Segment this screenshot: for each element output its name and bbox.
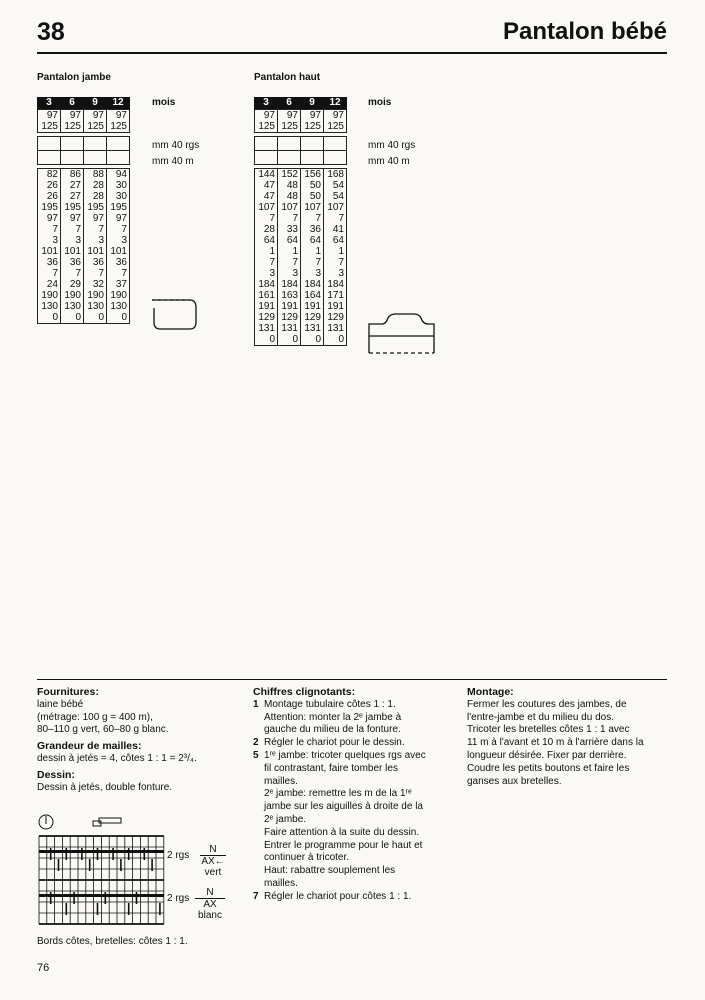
table-cell: 3 xyxy=(38,97,61,109)
step-line: gauche du milieu de la fonture. xyxy=(264,724,401,736)
steps-list xyxy=(253,699,463,904)
table-cell: 32 xyxy=(84,279,107,290)
table-cell: 131 xyxy=(324,323,347,334)
table-cell: 26 xyxy=(38,191,61,202)
table-cell: 131 xyxy=(301,323,324,334)
table-cell: 129 xyxy=(324,312,347,323)
table-row xyxy=(255,290,347,301)
pattern-n: N xyxy=(206,887,214,898)
table-cell: 86 xyxy=(61,168,84,180)
table-cell: 129 xyxy=(255,312,278,323)
pattern-band xyxy=(39,894,164,897)
step-line: Faire attention à la suite du dessin. xyxy=(264,826,420,838)
table-cell: 36 xyxy=(301,224,324,235)
table-cell: 7 xyxy=(255,213,278,224)
step-line: jambe sur les aiguilles à droite de la xyxy=(264,801,423,813)
table-cell: 0 xyxy=(278,334,301,346)
table-cell: 101 xyxy=(84,246,107,257)
table-cell: 97 xyxy=(61,109,84,121)
table-cell: 107 xyxy=(324,202,347,213)
montage-line: ganses aux bretelles. xyxy=(467,775,562,787)
table-cell: 3 xyxy=(301,268,324,279)
montage-line: longueur désirée. Fixer par derrière. xyxy=(467,749,627,761)
table-cell: 41 xyxy=(324,224,347,235)
table-row xyxy=(255,334,347,346)
table-cell: 130 xyxy=(61,301,84,312)
table-cell: 168 xyxy=(324,168,347,180)
table-cell: 107 xyxy=(255,202,278,213)
table-cell: 7 xyxy=(84,224,107,235)
header-rule xyxy=(37,52,667,54)
table-row xyxy=(255,301,347,312)
table-cell: 88 xyxy=(84,168,107,180)
table-row xyxy=(255,136,347,150)
table-row xyxy=(38,213,130,224)
table-cell: 129 xyxy=(278,312,301,323)
table-row xyxy=(38,109,130,121)
step-body xyxy=(264,699,401,737)
montage-heading: Montage: xyxy=(467,686,514,698)
table-cell: 129 xyxy=(301,312,324,323)
table-cell: 12 xyxy=(107,97,130,109)
table-cell: 7 xyxy=(255,257,278,268)
pattern-n: N xyxy=(209,844,217,855)
haut-shape-icon xyxy=(366,312,438,356)
table-row xyxy=(38,180,130,191)
jambe-label-rgs: mm 40 rgs xyxy=(152,140,200,151)
table-cell xyxy=(255,136,278,150)
table-row xyxy=(255,268,347,279)
table-cell: 152 xyxy=(278,168,301,180)
table-cell: 0 xyxy=(301,334,324,346)
table-cell: 24 xyxy=(38,279,61,290)
table-row xyxy=(255,257,347,268)
montage-line: Fermer les coutures des jambes, de xyxy=(467,698,627,710)
table-cell: 191 xyxy=(278,301,301,312)
table-cell: 97 xyxy=(255,109,278,121)
step-line: mailles. xyxy=(264,775,298,787)
table-cell: 195 xyxy=(61,202,84,213)
step-line: Régler le chariot pour côtes 1 : 1. xyxy=(264,890,412,902)
table-cell: 48 xyxy=(278,180,301,191)
table-cell: 130 xyxy=(38,301,61,312)
table-cell: 33 xyxy=(278,224,301,235)
table-cell: 130 xyxy=(84,301,107,312)
table-cell xyxy=(301,150,324,164)
haut-label-rgs: mm 40 rgs xyxy=(368,140,416,151)
jambe-unit: mois xyxy=(152,97,176,108)
table-cell: 125 xyxy=(324,121,347,133)
pattern-rgs: 2 rgs xyxy=(167,850,190,861)
dessin-line: Dessin à jetés, double fonture. xyxy=(37,781,173,793)
pattern-legend-1 xyxy=(167,850,189,861)
table-cell: 27 xyxy=(61,191,84,202)
mid-column xyxy=(253,686,463,904)
table-row xyxy=(255,246,347,257)
montage-line: l'entre-jambe et du milieu du dos. xyxy=(467,711,614,723)
table-cell xyxy=(61,136,84,150)
table-cell: 47 xyxy=(255,191,278,202)
haut-table-wrap xyxy=(254,97,347,346)
step-line: Haut: rabattre souplement les xyxy=(264,865,396,877)
table-cell: 7 xyxy=(107,224,130,235)
table-cell: 0 xyxy=(107,312,130,324)
table-cell: 3 xyxy=(255,268,278,279)
table-cell: 1 xyxy=(324,246,347,257)
table-cell: 7 xyxy=(324,213,347,224)
table-cell: 3 xyxy=(324,268,347,279)
table-row xyxy=(255,97,347,109)
table-row xyxy=(38,257,130,268)
table-row xyxy=(38,121,130,133)
table-row xyxy=(38,290,130,301)
jambe-table xyxy=(37,97,130,324)
table-row xyxy=(38,279,130,290)
table-cell: 0 xyxy=(38,312,61,324)
table-cell: 190 xyxy=(61,290,84,301)
table-row xyxy=(38,246,130,257)
table-cell: 101 xyxy=(38,246,61,257)
table-cell xyxy=(38,136,61,150)
grandeur-heading: Grandeur de mailles: xyxy=(37,740,142,753)
table-row xyxy=(38,312,130,324)
table-row xyxy=(38,202,130,213)
table-cell: 0 xyxy=(61,312,84,324)
table-cell: 191 xyxy=(301,301,324,312)
pattern-ax: AX xyxy=(195,898,225,910)
table-cell xyxy=(84,150,107,164)
table-cell: 97 xyxy=(301,109,324,121)
table-cell: 36 xyxy=(107,257,130,268)
table-cell: 125 xyxy=(301,121,324,133)
fournitures-heading: Fournitures: xyxy=(37,686,99,698)
table-cell: 1 xyxy=(255,246,278,257)
table-row xyxy=(38,168,130,180)
table-cell: 64 xyxy=(278,235,301,246)
pattern-rgs: 2 rgs xyxy=(167,893,190,904)
table-cell xyxy=(278,136,301,150)
table-cell: 3 xyxy=(84,235,107,246)
table-row xyxy=(255,213,347,224)
table-cell: 101 xyxy=(107,246,130,257)
table-cell: 171 xyxy=(324,290,347,301)
table-cell: 131 xyxy=(255,323,278,334)
table-cell: 29 xyxy=(61,279,84,290)
step-line: fil contrastant, faire tomber les xyxy=(264,762,398,774)
table-cell: 97 xyxy=(324,109,347,121)
table-cell: 97 xyxy=(38,213,61,224)
jambe-title: Pantalon jambe xyxy=(37,72,111,83)
table-cell: 12 xyxy=(324,97,347,109)
table-row xyxy=(38,150,130,164)
step-line: 2ᵉ jambe: remettre les m de la 1ʳᵉ xyxy=(264,788,412,800)
table-cell: 36 xyxy=(61,257,84,268)
table-cell: 3 xyxy=(107,235,130,246)
table-cell xyxy=(301,136,324,150)
table-cell: 0 xyxy=(84,312,107,324)
step-number: 1 xyxy=(253,698,259,710)
table-cell: 184 xyxy=(255,279,278,290)
pattern-color: vert xyxy=(204,867,222,878)
table-cell: 125 xyxy=(278,121,301,133)
step-line: mailles. xyxy=(264,877,298,889)
left-column xyxy=(37,686,237,794)
table-row xyxy=(38,268,130,279)
table-cell: 131 xyxy=(278,323,301,334)
table-row xyxy=(255,191,347,202)
step-number: 2 xyxy=(253,737,259,749)
table-cell: 7 xyxy=(38,268,61,279)
table-cell xyxy=(61,150,84,164)
table-cell: 28 xyxy=(84,191,107,202)
table-cell: 164 xyxy=(301,290,324,301)
table-cell: 9 xyxy=(84,97,107,109)
table-cell xyxy=(278,150,301,164)
right-column xyxy=(467,686,672,788)
table-cell: 7 xyxy=(301,213,324,224)
step-item xyxy=(253,891,463,904)
table-cell: 97 xyxy=(107,109,130,121)
pattern-legend-2 xyxy=(167,893,189,904)
table-row xyxy=(255,202,347,213)
table-cell: 30 xyxy=(107,180,130,191)
table-cell xyxy=(324,150,347,164)
table-row xyxy=(38,136,130,150)
table-cell: 195 xyxy=(84,202,107,213)
table-cell: 82 xyxy=(38,168,61,180)
table-cell: 3 xyxy=(255,97,278,109)
table-cell: 163 xyxy=(278,290,301,301)
table-cell: 0 xyxy=(255,334,278,346)
table-cell: 191 xyxy=(255,301,278,312)
table-cell: 97 xyxy=(278,109,301,121)
fournitures-line: (métrage: 100 g = 400 m), xyxy=(37,711,153,723)
table-cell: 3 xyxy=(278,268,301,279)
table-cell: 26 xyxy=(38,180,61,191)
table-cell: 7 xyxy=(38,224,61,235)
chiffres-heading: Chiffres clignotants: xyxy=(253,686,356,698)
table-cell: 191 xyxy=(324,301,347,312)
haut-table xyxy=(254,97,347,346)
montage-line: 11 m à l'avant et 10 m à l'arrière dans la xyxy=(467,737,644,749)
table-cell: 64 xyxy=(255,235,278,246)
table-cell: 48 xyxy=(278,191,301,202)
table-cell: 36 xyxy=(38,257,61,268)
grandeur-line: dessin à jetés = 4, côtes 1 : 1 = 2³/₄. xyxy=(37,752,197,764)
table-cell: 195 xyxy=(107,202,130,213)
table-cell xyxy=(38,150,61,164)
table-cell: 190 xyxy=(84,290,107,301)
page-title: Pantalon bébé xyxy=(502,18,667,45)
table-row xyxy=(38,97,130,109)
table-cell: 97 xyxy=(84,213,107,224)
jambe-shape-icon xyxy=(150,296,198,332)
step-body xyxy=(264,891,411,904)
step-line: Entrer le programme pour le haut et xyxy=(264,839,423,851)
table-cell: 125 xyxy=(84,121,107,133)
table-row xyxy=(255,224,347,235)
table-row xyxy=(38,235,130,246)
table-cell: 28 xyxy=(255,224,278,235)
table-cell: 0 xyxy=(324,334,347,346)
table-cell: 54 xyxy=(324,191,347,202)
pattern-fraction-1 xyxy=(200,844,226,878)
table-cell: 7 xyxy=(84,268,107,279)
table-cell: 94 xyxy=(107,168,130,180)
step-number: 5 xyxy=(253,749,259,761)
table-cell: 125 xyxy=(255,121,278,133)
haut-title: Pantalon haut xyxy=(254,72,321,83)
pattern-fraction-2 xyxy=(195,887,225,921)
step-body xyxy=(264,750,426,891)
table-row xyxy=(255,121,347,133)
step-item xyxy=(253,737,463,750)
montage-line: Tricoter les bretelles côtes 1 : 1 avec xyxy=(467,724,630,736)
step-number: 7 xyxy=(253,890,259,902)
table-cell xyxy=(324,136,347,150)
table-cell: 28 xyxy=(84,180,107,191)
montage-text xyxy=(467,699,672,789)
page-number: 38 xyxy=(37,18,65,46)
table-cell: 3 xyxy=(38,235,61,246)
step-line: Régler le chariot pour le dessin. xyxy=(264,737,405,749)
table-cell xyxy=(255,150,278,164)
step-line: Montage tubulaire côtes 1 : 1. xyxy=(264,698,396,710)
table-row xyxy=(255,279,347,290)
table-cell: 36 xyxy=(84,257,107,268)
table-row xyxy=(38,191,130,202)
table-cell: 7 xyxy=(278,213,301,224)
table-cell: 64 xyxy=(301,235,324,246)
pattern-grid xyxy=(39,836,164,924)
table-cell xyxy=(84,136,107,150)
table-cell: 7 xyxy=(61,268,84,279)
table-cell: 30 xyxy=(107,191,130,202)
table-cell: 1 xyxy=(278,246,301,257)
table-cell xyxy=(107,150,130,164)
table-cell: 107 xyxy=(278,202,301,213)
fournitures-line: laine bébé xyxy=(37,698,84,710)
table-cell: 47 xyxy=(255,180,278,191)
table-cell: 50 xyxy=(301,180,324,191)
table-cell: 50 xyxy=(301,191,324,202)
table-cell: 190 xyxy=(107,290,130,301)
table-row xyxy=(255,150,347,164)
table-cell: 184 xyxy=(324,279,347,290)
table-row xyxy=(38,301,130,312)
step-line: 2ᵉ jambe. xyxy=(264,813,307,825)
table-cell: 125 xyxy=(38,121,61,133)
table-row xyxy=(38,224,130,235)
table-cell: 130 xyxy=(107,301,130,312)
table-cell: 156 xyxy=(301,168,324,180)
montage-line: Coudre les petits boutons et faire les xyxy=(467,762,630,774)
table-cell: 7 xyxy=(61,224,84,235)
table-cell: 184 xyxy=(301,279,324,290)
footer-page-number: 76 xyxy=(37,962,50,974)
table-row xyxy=(255,109,347,121)
table-cell: 54 xyxy=(324,180,347,191)
dessin-heading: Dessin: xyxy=(37,768,75,781)
table-cell: 107 xyxy=(301,202,324,213)
jambe-label-m: mm 40 m xyxy=(152,156,194,167)
step-line: 1ʳᵉ jambe: tricoter quelques rgs avec xyxy=(264,749,426,761)
table-row xyxy=(255,168,347,180)
table-cell: 97 xyxy=(84,109,107,121)
table-cell: 7 xyxy=(324,257,347,268)
bords-line: Bords côtes, bretelles: côtes 1 : 1. xyxy=(37,936,188,947)
table-row xyxy=(255,235,347,246)
table-cell: 7 xyxy=(107,268,130,279)
table-cell: 37 xyxy=(107,279,130,290)
table-cell: 97 xyxy=(61,213,84,224)
table-row xyxy=(255,312,347,323)
table-cell: 97 xyxy=(38,109,61,121)
table-cell: 7 xyxy=(278,257,301,268)
table-cell: 125 xyxy=(61,121,84,133)
table-cell xyxy=(107,136,130,150)
table-cell: 195 xyxy=(38,202,61,213)
table-cell: 3 xyxy=(61,235,84,246)
step-line: Attention: monter la 2ᵉ jambe à xyxy=(264,711,402,723)
step-line: continuer à tricoter. xyxy=(264,852,350,864)
table-cell: 9 xyxy=(301,97,324,109)
table-cell: 125 xyxy=(107,121,130,133)
table-cell: 190 xyxy=(38,290,61,301)
table-cell: 144 xyxy=(255,168,278,180)
step-body xyxy=(264,737,405,750)
table-cell: 64 xyxy=(324,235,347,246)
section-rule xyxy=(37,679,667,680)
table-cell: 7 xyxy=(301,257,324,268)
haut-label-m: mm 40 m xyxy=(368,156,410,167)
jambe-table-wrap xyxy=(37,97,130,324)
table-row xyxy=(255,323,347,334)
step-item xyxy=(253,750,463,891)
pattern-color: blanc xyxy=(198,910,222,921)
step-item xyxy=(253,699,463,737)
table-cell: 6 xyxy=(278,97,301,109)
table-cell: 1 xyxy=(301,246,324,257)
table-cell: 101 xyxy=(61,246,84,257)
table-cell: 6 xyxy=(61,97,84,109)
table-cell: 97 xyxy=(107,213,130,224)
table-cell: 184 xyxy=(278,279,301,290)
table-row xyxy=(255,180,347,191)
haut-unit: mois xyxy=(368,97,392,108)
fournitures-line: 80–110 g vert, 60–80 g blanc. xyxy=(37,724,169,736)
table-cell: 27 xyxy=(61,180,84,191)
pattern-ax: AX← xyxy=(201,856,225,867)
table-cell: 161 xyxy=(255,290,278,301)
